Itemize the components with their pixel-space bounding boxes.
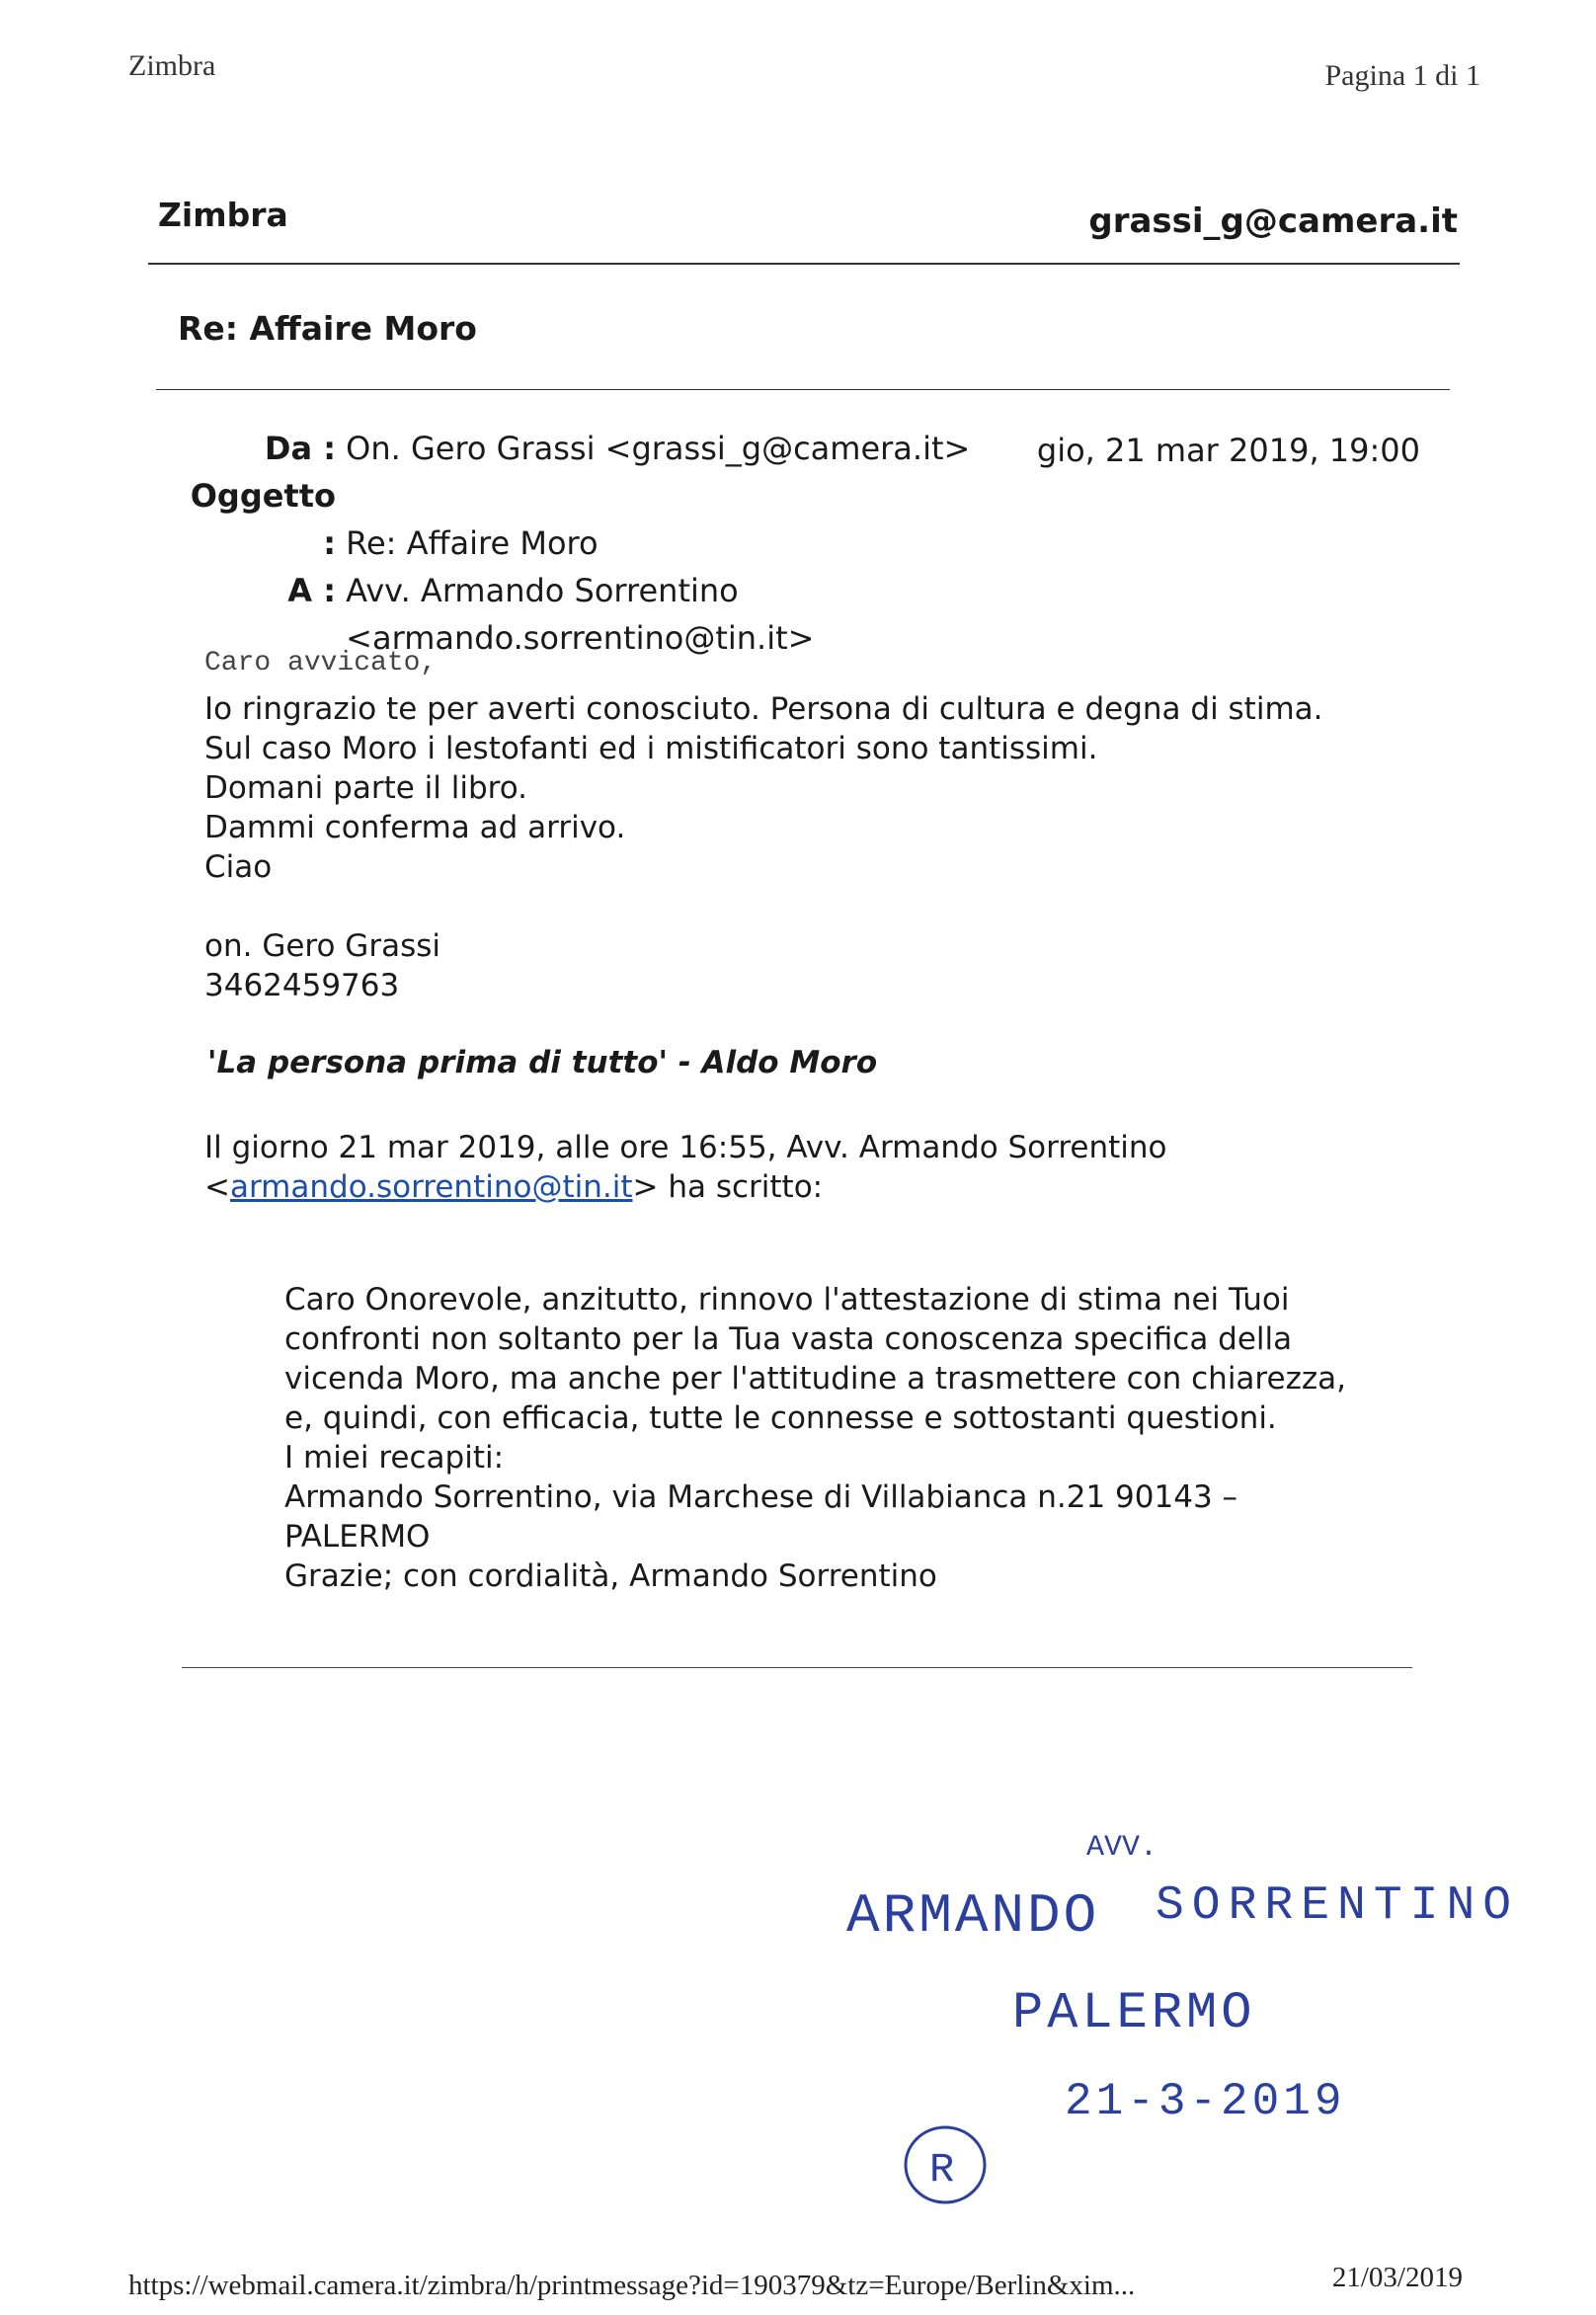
meta-from-row xyxy=(168,425,1057,472)
subject-divider xyxy=(156,389,1450,390)
print-header-left: Zimbra xyxy=(128,49,216,82)
message-date: gio, 21 mar 2019, 19:00 xyxy=(1036,432,1420,469)
message-subject-heading: Re: Affaire Moro xyxy=(178,309,477,348)
signature xyxy=(204,926,440,1005)
signature-motto: 'La persona prima di tutto' - Aldo Moro xyxy=(207,1045,878,1080)
from-value: On. Gero Grassi <grassi_g@camera.it> xyxy=(346,430,971,467)
print-header-page-number: Pagina 1 di 1 xyxy=(1324,59,1480,92)
handwriting-date: 21-3-2019 xyxy=(1065,2076,1346,2127)
quoted-line: confronti non soltanto per la Tua vasta conoscenza specifica della xyxy=(284,1321,1293,1357)
app-name: Zimbra xyxy=(158,196,288,234)
sender-email-link[interactable]: armando.sorrentino@tin.it xyxy=(229,1169,633,1205)
meta-subject-row xyxy=(168,472,1057,567)
body-line: Io ringrazio te per averti conosciuto. Persona di cultura e degna di stima. xyxy=(204,691,1323,727)
handwriting-name: ARMANDO xyxy=(846,1884,1100,1948)
handwriting-surname: SORRENTINO xyxy=(1156,1879,1520,1933)
handwriting-title: AVV. xyxy=(1086,1831,1158,1865)
header-divider xyxy=(148,263,1460,265)
quoted-line: I miei recapiti: xyxy=(284,1440,505,1476)
to-name: Avv. Armando Sorrentino xyxy=(346,572,739,609)
body-line: Domani parte il libro. xyxy=(204,770,527,806)
quoted-line: e, quindi, con efficacia, tutte le connesse e sottostanti questioni. xyxy=(284,1400,1277,1436)
signature-name: on. Gero Grassi xyxy=(204,928,440,964)
body-line: Dammi conferma ad arrivo. xyxy=(204,810,626,845)
reply-intro-line: Il giorno 21 mar 2019, alle ore 16:55, Avv. Armando Sorrentino xyxy=(204,1130,1167,1165)
quoted-line: Armando Sorrentino, via Marchese di Villabianca n.21 90143 – xyxy=(284,1479,1238,1515)
stamp-letter: R xyxy=(929,2146,955,2194)
body-greeting: Caro avvicato, xyxy=(204,648,438,679)
from-label: Da : xyxy=(264,430,336,467)
meta-to-row xyxy=(168,567,1057,614)
print-footer-url: https://webmail.camera.it/zimbra/h/printmessage?id=190379&tz=Europe/Berlin&xim... xyxy=(128,2270,1136,2301)
reply-intro xyxy=(204,1128,1167,1207)
handwritten-annotation xyxy=(830,1807,1521,2222)
quoted-line: Grazie; con cordialità, Armando Sorrentino xyxy=(284,1558,937,1594)
print-footer-date: 21/03/2019 xyxy=(1331,2262,1463,2293)
body-line: Sul caso Moro i lestofanti ed i mistificatori sono tantissimi. xyxy=(204,731,1098,766)
message-meta xyxy=(168,425,1057,662)
quoted-line: vicenda Moro, ma anche per l'attitudine a trasmettere con chiarezza, xyxy=(284,1361,1346,1397)
quoted-message xyxy=(284,1280,1351,1596)
handwriting-city: PALERMO xyxy=(1012,1984,1256,2042)
signature-phone: 3462459763 xyxy=(204,968,400,1003)
app-user-email: grassi_g@camera.it xyxy=(1088,201,1458,241)
subject-value: Re: Affaire Moro xyxy=(346,524,598,562)
body-lines xyxy=(204,689,1323,887)
message-end-divider xyxy=(182,1667,1412,1668)
quoted-line: PALERMO xyxy=(284,1519,431,1555)
reply-intro-line-2: <armando.sorrentino@tin.it> ha scritto: xyxy=(204,1169,824,1205)
body-line: Ciao xyxy=(204,849,273,885)
to-email: <armando.sorrentino@tin.it> xyxy=(346,619,815,657)
subject-label: Oggetto : xyxy=(190,477,336,562)
quoted-line: Caro Onorevole, anzitutto, rinnovo l'attestazione di stima nei Tuoi xyxy=(284,1282,1290,1317)
to-label: A : xyxy=(287,572,336,609)
